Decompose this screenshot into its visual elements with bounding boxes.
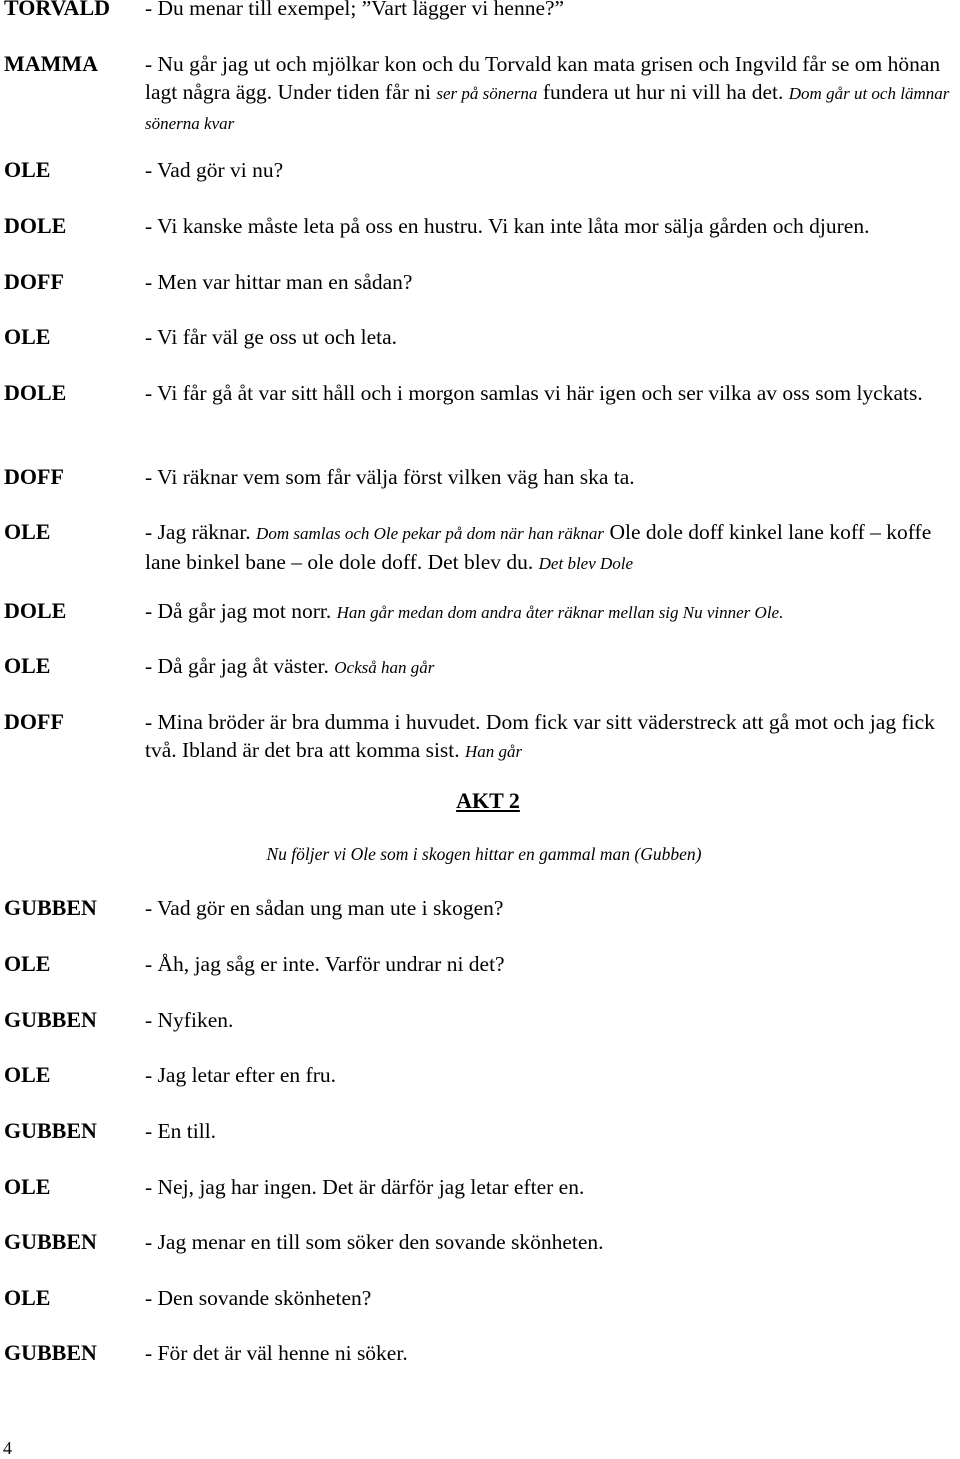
speech-text (145, 518, 957, 578)
speaker-name: GUBBEN (4, 1118, 97, 1143)
speaker-name: OLE (4, 1174, 51, 1199)
speaker-name: GUBBEN (4, 1340, 97, 1365)
speech-text (145, 50, 957, 138)
speaker-name: OLE (4, 519, 51, 544)
stage-direction: Också han går (334, 658, 435, 677)
speaker-name: DOFF (4, 709, 64, 734)
spoken-text: - Åh, jag såg er inte. Varför undrar ni det? (145, 952, 505, 976)
spoken-text: - En till. (145, 1119, 217, 1143)
speaker-name: MAMMA (4, 51, 99, 76)
speech-text (145, 323, 957, 351)
stage-direction: ser på sönerna (436, 84, 538, 103)
page-number: 4 (3, 1438, 12, 1458)
speaker-name: OLE (4, 324, 51, 349)
speech-text (145, 950, 957, 978)
speaker-name: OLE (4, 1062, 51, 1087)
speaker-name: TORVALD (4, 0, 111, 20)
speaker-name: GUBBEN (4, 895, 97, 920)
speaker-name: GUBBEN (4, 1229, 97, 1254)
spoken-text: - Jag menar en till som söker den sovande skönheten. (145, 1230, 604, 1254)
speaker-name: OLE (4, 951, 51, 976)
spoken-text: - Då går jag åt väster. (145, 654, 335, 678)
spoken-text: - Du menar till exempel; ”Vart lägger vi henne?” (145, 0, 565, 20)
spoken-text: Ole dole doff kinkel lane koff – koffe lane binkel bane – ole dole doff. Det blev du. (145, 520, 932, 574)
act-heading: AKT 2 (456, 788, 520, 813)
speech-text (145, 1339, 957, 1367)
speaker-name: OLE (4, 157, 51, 182)
speech-text (145, 1173, 957, 1201)
spoken-text: - Nu går jag ut och mjölkar kon och du Torvald kan mata grisen och Ingvild får se om hönan lagt några ägg. Under tiden får ni (145, 52, 941, 104)
spoken-text: - Då går jag mot norr. (145, 599, 337, 623)
speaker-name: OLE (4, 1285, 51, 1310)
speaker-name: OLE (4, 653, 51, 678)
spoken-text: - Vad gör vi nu? (145, 158, 284, 182)
speech-text (145, 597, 957, 627)
stage-direction: Det blev Dole (538, 554, 634, 573)
speech-text (145, 1284, 957, 1312)
spoken-text: - Jag letar efter en fru. (145, 1063, 337, 1087)
speech-text (145, 708, 957, 766)
speaker-name: DOFF (4, 269, 64, 294)
spoken-text: fundera ut hur ni vill ha det. (537, 80, 789, 104)
spoken-text: - Vi kanske måste leta på oss en hustru. Vi kan inte låta mor sälja gården och djuren. (145, 214, 870, 238)
speech-text (145, 268, 957, 296)
stage-direction: Han går medan dom andra åter räknar mellan sig Nu vinner Ole. (336, 603, 784, 622)
speech-text (145, 0, 957, 22)
speaker-name: GUBBEN (4, 1007, 97, 1032)
speech-text (145, 156, 957, 184)
spoken-text: - Den sovande skönheten? (145, 1286, 372, 1310)
speaker-name: DOLE (4, 598, 67, 623)
spoken-text: - Jag räknar. (145, 520, 257, 544)
speaker-name: DOLE (4, 380, 67, 405)
speech-text (145, 894, 957, 922)
spoken-text: - Vi får gå åt var sitt håll och i morgon samlas vi här igen och ser vilka av oss som lyckats. (145, 381, 923, 405)
stage-direction: Dom samlas och Ole pekar på dom när han räknar (256, 524, 605, 543)
act-intro-stage-direction: Nu följer vi Ole som i skogen hittar en gammal man (Gubben) (266, 844, 702, 864)
speech-text (145, 652, 957, 682)
speaker-name: DOFF (4, 464, 64, 489)
stage-direction: Han går (465, 742, 523, 761)
speaker-name: DOLE (4, 213, 67, 238)
speech-text (145, 379, 957, 407)
spoken-text: - Nyfiken. (145, 1008, 234, 1032)
speech-text (145, 212, 957, 240)
spoken-text: - För det är väl henne ni söker. (145, 1341, 408, 1365)
spoken-text: - Mina bröder är bra dumma i huvudet. Dom fick var sitt väderstreck att gå mot och jag fick två. Ibland är det bra att komma sist. (145, 710, 935, 762)
speech-text (145, 1061, 957, 1089)
speech-text (145, 1006, 957, 1034)
spoken-text: - Nej, jag har ingen. Det är därför jag letar efter en. (145, 1175, 585, 1199)
spoken-text: - Vi får väl ge oss ut och leta. (145, 325, 398, 349)
speech-text (145, 463, 957, 491)
spoken-text: - Vad gör en sådan ung man ute i skogen? (145, 896, 504, 920)
spoken-text: - Vi räknar vem som får välja först vilken väg han ska ta. (145, 465, 635, 489)
spoken-text: - Men var hittar man en sådan? (145, 270, 413, 294)
speech-text (145, 1228, 957, 1256)
stage-direction: Dom går ut och lämnar sönerna kvar (145, 84, 950, 133)
speech-text (145, 1117, 957, 1145)
